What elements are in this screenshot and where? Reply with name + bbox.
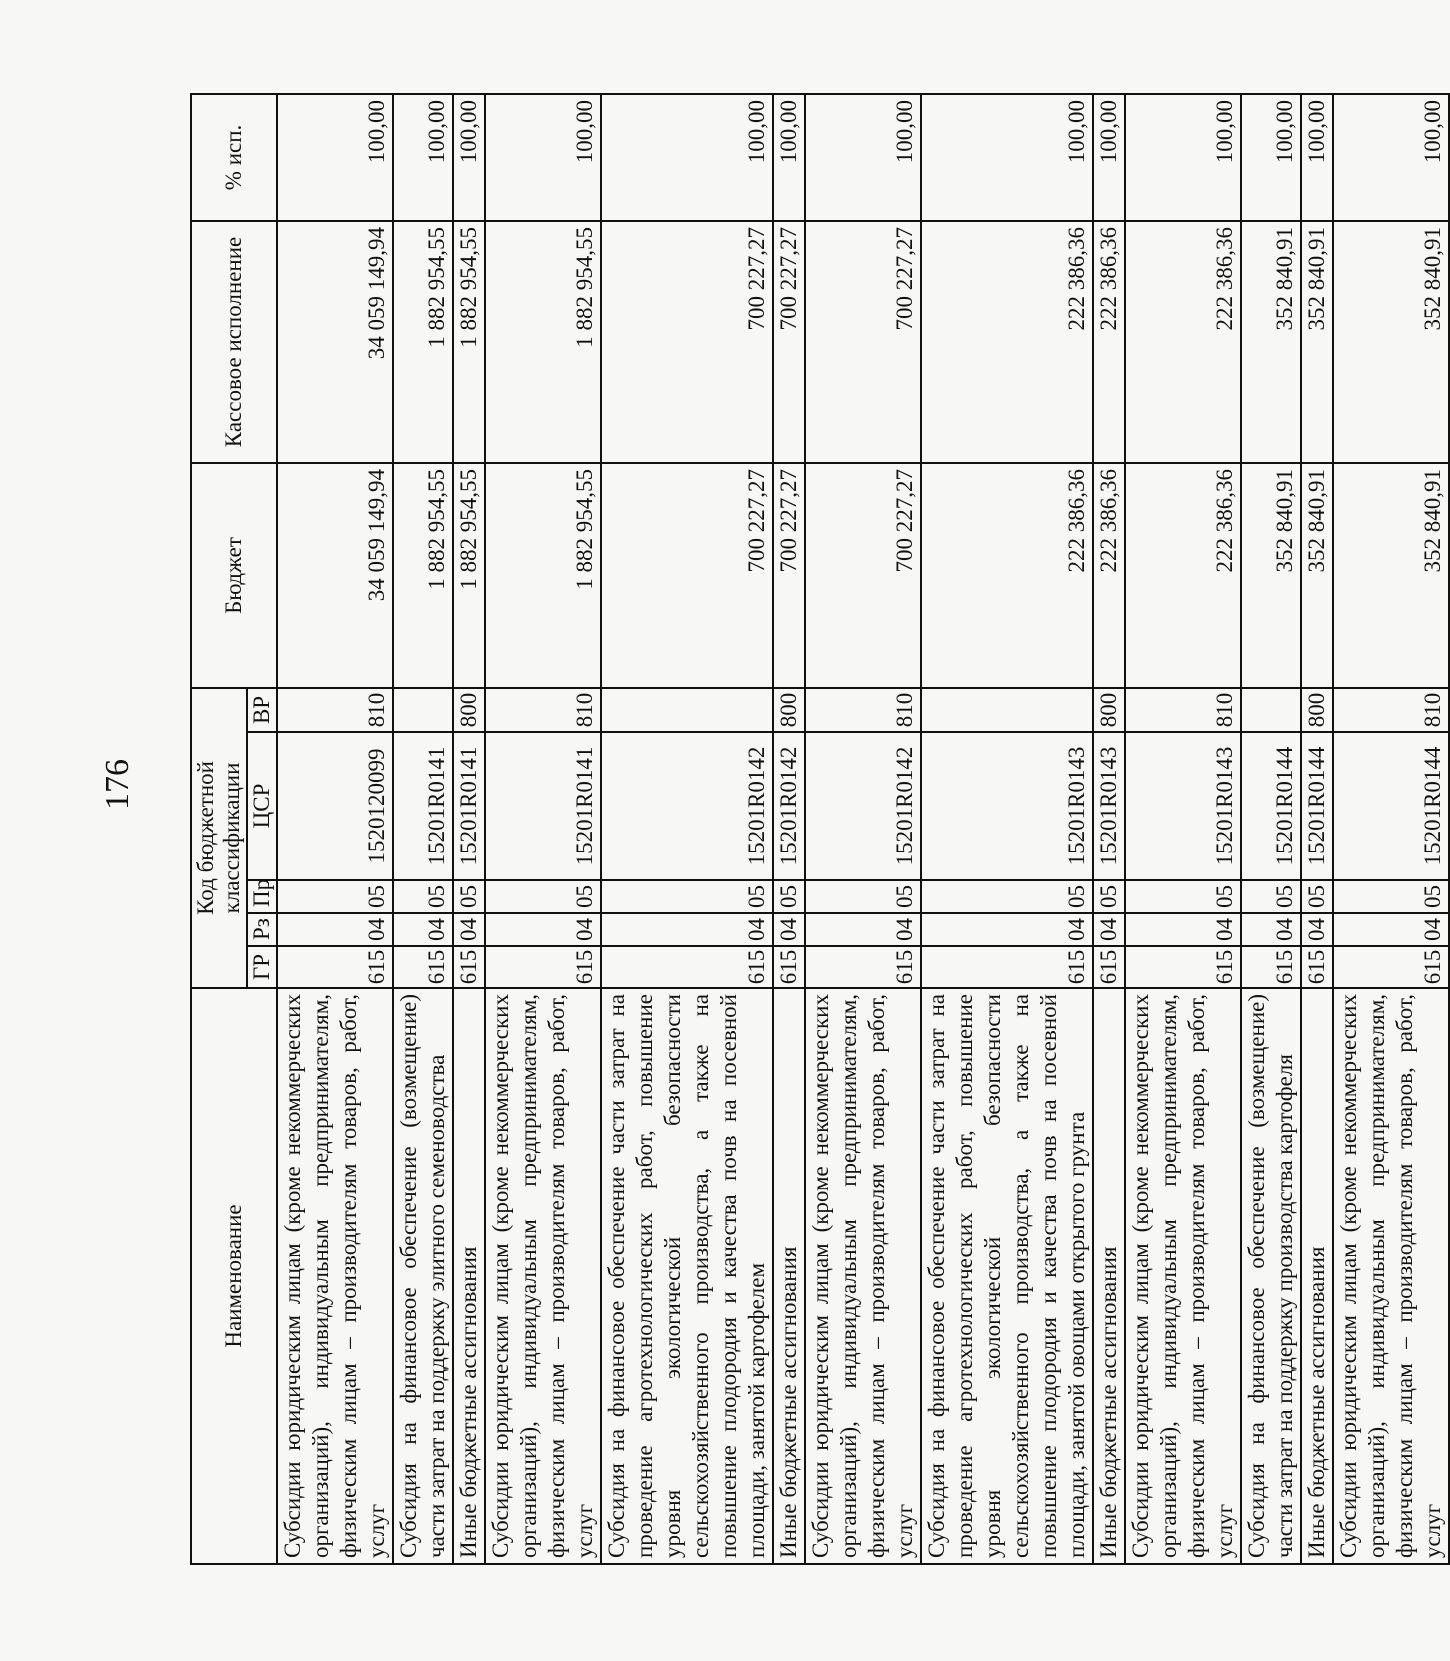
cell-csr: 15201R0141 [453,732,485,880]
budget-table [190,93,1450,1565]
cell-percent: 100,00 [773,94,805,221]
cell-gr: 615 [1333,946,1449,988]
cell-vr: 800 [1093,688,1125,732]
cell-pr: 05 [393,880,453,913]
header-csr: ЦСР [247,732,277,880]
table-row [601,94,773,1564]
cell-vr: 810 [485,688,601,732]
cell-execution: 700 227,27 [601,221,773,463]
cell-vr: 810 [277,688,393,732]
cell-csr: 15201R0143 [1093,732,1125,880]
cell-pr: 05 [1241,880,1301,913]
cell-gr: 615 [485,946,601,988]
cell-rz: 04 [453,913,485,946]
cell-vr: 810 [1125,688,1241,732]
cell-rz: 04 [805,913,921,946]
cell-vr [393,688,453,732]
table-row [277,94,393,1564]
header-gr: ГР [247,946,277,988]
rotated-page [99,95,1445,1565]
cell-budget: 1 882 954,55 [393,463,453,688]
cell-rz: 04 [393,913,453,946]
cell-gr: 615 [805,946,921,988]
cell-name: Иные бюджетные ассигнования [1301,988,1333,1564]
cell-csr: 15201R0144 [1241,732,1301,880]
header-execution: Кассовое исполнение [191,221,277,463]
table-row [1301,94,1333,1564]
cell-csr: 15201R0141 [485,732,601,880]
cell-pr: 05 [277,880,393,913]
cell-vr [1241,688,1301,732]
table-row [485,94,601,1564]
cell-name: Иные бюджетные ассигнования [1093,988,1125,1564]
cell-execution: 700 227,27 [805,221,921,463]
cell-vr: 800 [1301,688,1333,732]
cell-name: Субсидии юридическим лицам (кроме некоммерческих организаций), индивидуальным предпринимателям, физическим лицам – производителям товаров, работ, услуг [277,988,393,1564]
cell-pr: 05 [921,880,1093,913]
table-row [805,94,921,1564]
cell-budget: 700 227,27 [601,463,773,688]
cell-pr: 05 [601,880,773,913]
header-code-group: Код бюджетной классификации [191,688,247,988]
cell-name: Субсидии юридическим лицам (кроме некоммерческих организаций), индивидуальным предпринимателям, физическим лицам – производителям товаров, работ, услуг [1333,988,1449,1564]
table-row [1093,94,1125,1564]
cell-rz: 04 [921,913,1093,946]
table-row [1241,94,1301,1564]
table-row [773,94,805,1564]
table-body [277,94,1449,1564]
cell-gr: 615 [1125,946,1241,988]
cell-rz: 04 [1301,913,1333,946]
cell-execution: 222 386,36 [921,221,1093,463]
cell-execution: 700 227,27 [773,221,805,463]
cell-name: Субсидии юридическим лицам (кроме некоммерческих организаций), индивидуальным предпринимателям, физическим лицам – производителям товаров, работ, услуг [1125,988,1241,1564]
cell-execution: 352 840,91 [1301,221,1333,463]
cell-csr: 15201R0142 [601,732,773,880]
cell-name: Субсидии юридическим лицам (кроме некоммерческих организаций), индивидуальным предпринимателям, физическим лицам – производителям товаров, работ, услуг [805,988,921,1564]
cell-rz: 04 [773,913,805,946]
cell-name: Субсидия на финансовое обеспечение части затрат на проведение агротехнологических работ, повышение уровня экологической безопасности сельскохозяйственного производства, а также на повышение плодородия и качества почв на посевной площади, занятой овощами открытого грунта [921,988,1093,1564]
cell-gr: 615 [453,946,485,988]
cell-percent: 100,00 [1301,94,1333,221]
cell-vr: 810 [805,688,921,732]
cell-budget: 222 386,36 [1125,463,1241,688]
cell-execution: 34 059 149,94 [277,221,393,463]
header-percent: % исп. [191,94,277,221]
cell-gr: 615 [773,946,805,988]
cell-execution: 1 882 954,55 [393,221,453,463]
cell-pr: 05 [1301,880,1333,913]
cell-budget: 352 840,91 [1241,463,1301,688]
cell-csr: 15201R0143 [921,732,1093,880]
cell-vr: 810 [1333,688,1449,732]
cell-pr: 05 [773,880,805,913]
cell-percent: 100,00 [1125,94,1241,221]
cell-pr: 05 [1093,880,1125,913]
cell-execution: 222 386,36 [1125,221,1241,463]
cell-pr: 05 [485,880,601,913]
cell-name: Субсидия на финансовое обеспечение (возмещение) части затрат на поддержку элитного семеноводства [393,988,453,1564]
cell-percent: 100,00 [601,94,773,221]
table-row [1125,94,1241,1564]
cell-budget: 352 840,91 [1333,463,1449,688]
cell-gr: 615 [921,946,1093,988]
cell-csr: 15201R0141 [393,732,453,880]
cell-name: Субсидия на финансовое обеспечение (возмещение) части затрат на поддержку производства картофеля [1241,988,1301,1564]
cell-percent: 100,00 [277,94,393,221]
cell-budget: 700 227,27 [805,463,921,688]
cell-rz: 04 [277,913,393,946]
cell-rz: 04 [1093,913,1125,946]
cell-gr: 615 [1093,946,1125,988]
cell-csr: 15201R0144 [1333,732,1449,880]
cell-percent: 100,00 [485,94,601,221]
cell-csr: 1520120099 [277,732,393,880]
table-row [1333,94,1449,1564]
cell-budget: 222 386,36 [1093,463,1125,688]
cell-gr: 615 [601,946,773,988]
table-row [921,94,1093,1564]
cell-budget: 1 882 954,55 [485,463,601,688]
cell-execution: 1 882 954,55 [485,221,601,463]
cell-rz: 04 [1333,913,1449,946]
cell-name: Иные бюджетные ассигнования [773,988,805,1564]
cell-budget: 1 882 954,55 [453,463,485,688]
cell-rz: 04 [485,913,601,946]
cell-gr: 615 [1241,946,1301,988]
cell-execution: 1 882 954,55 [453,221,485,463]
header-budget: Бюджет [191,463,277,688]
cell-budget: 352 840,91 [1301,463,1333,688]
cell-rz: 04 [1125,913,1241,946]
header-pr: Пр [247,880,277,913]
cell-name: Субсидии юридическим лицам (кроме некоммерческих организаций), индивидуальным предпринимателям, физическим лицам – производителям товаров, работ, услуг [485,988,601,1564]
cell-vr: 800 [773,688,805,732]
page-number: 176 [99,759,136,810]
cell-gr: 615 [393,946,453,988]
cell-percent: 100,00 [1333,94,1449,221]
cell-pr: 05 [805,880,921,913]
table-row [453,94,485,1564]
cell-execution: 352 840,91 [1241,221,1301,463]
cell-vr [921,688,1093,732]
header-name: Наименование [191,988,277,1564]
cell-budget: 700 227,27 [773,463,805,688]
cell-pr: 05 [1125,880,1241,913]
cell-percent: 100,00 [1241,94,1301,221]
cell-budget: 222 386,36 [921,463,1093,688]
cell-name: Иные бюджетные ассигнования [453,988,485,1564]
header-rz: Рз [247,913,277,946]
cell-name: Субсидия на финансовое обеспечение части затрат на проведение агротехнологических работ, повышение уровня экологической безопасности сельскохозяйственного производства, а также на повышение плодородия и качества почв на посевной площади, занятой картофелем [601,988,773,1564]
cell-rz: 04 [1241,913,1301,946]
cell-vr [601,688,773,732]
cell-csr: 15201R0142 [773,732,805,880]
cell-pr: 05 [453,880,485,913]
cell-csr: 15201R0144 [1301,732,1333,880]
cell-percent: 100,00 [1093,94,1125,221]
cell-percent: 100,00 [393,94,453,221]
table-header [191,94,277,1564]
cell-gr: 615 [1301,946,1333,988]
cell-percent: 100,00 [921,94,1093,221]
header-vr: ВР [247,688,277,732]
cell-csr: 15201R0143 [1125,732,1241,880]
cell-execution: 222 386,36 [1093,221,1125,463]
cell-budget: 34 059 149,94 [277,463,393,688]
cell-vr: 800 [453,688,485,732]
cell-gr: 615 [277,946,393,988]
cell-execution: 352 840,91 [1333,221,1449,463]
cell-percent: 100,00 [453,94,485,221]
cell-rz: 04 [601,913,773,946]
cell-pr: 05 [1333,880,1449,913]
cell-csr: 15201R0142 [805,732,921,880]
cell-percent: 100,00 [805,94,921,221]
table-row [393,94,453,1564]
